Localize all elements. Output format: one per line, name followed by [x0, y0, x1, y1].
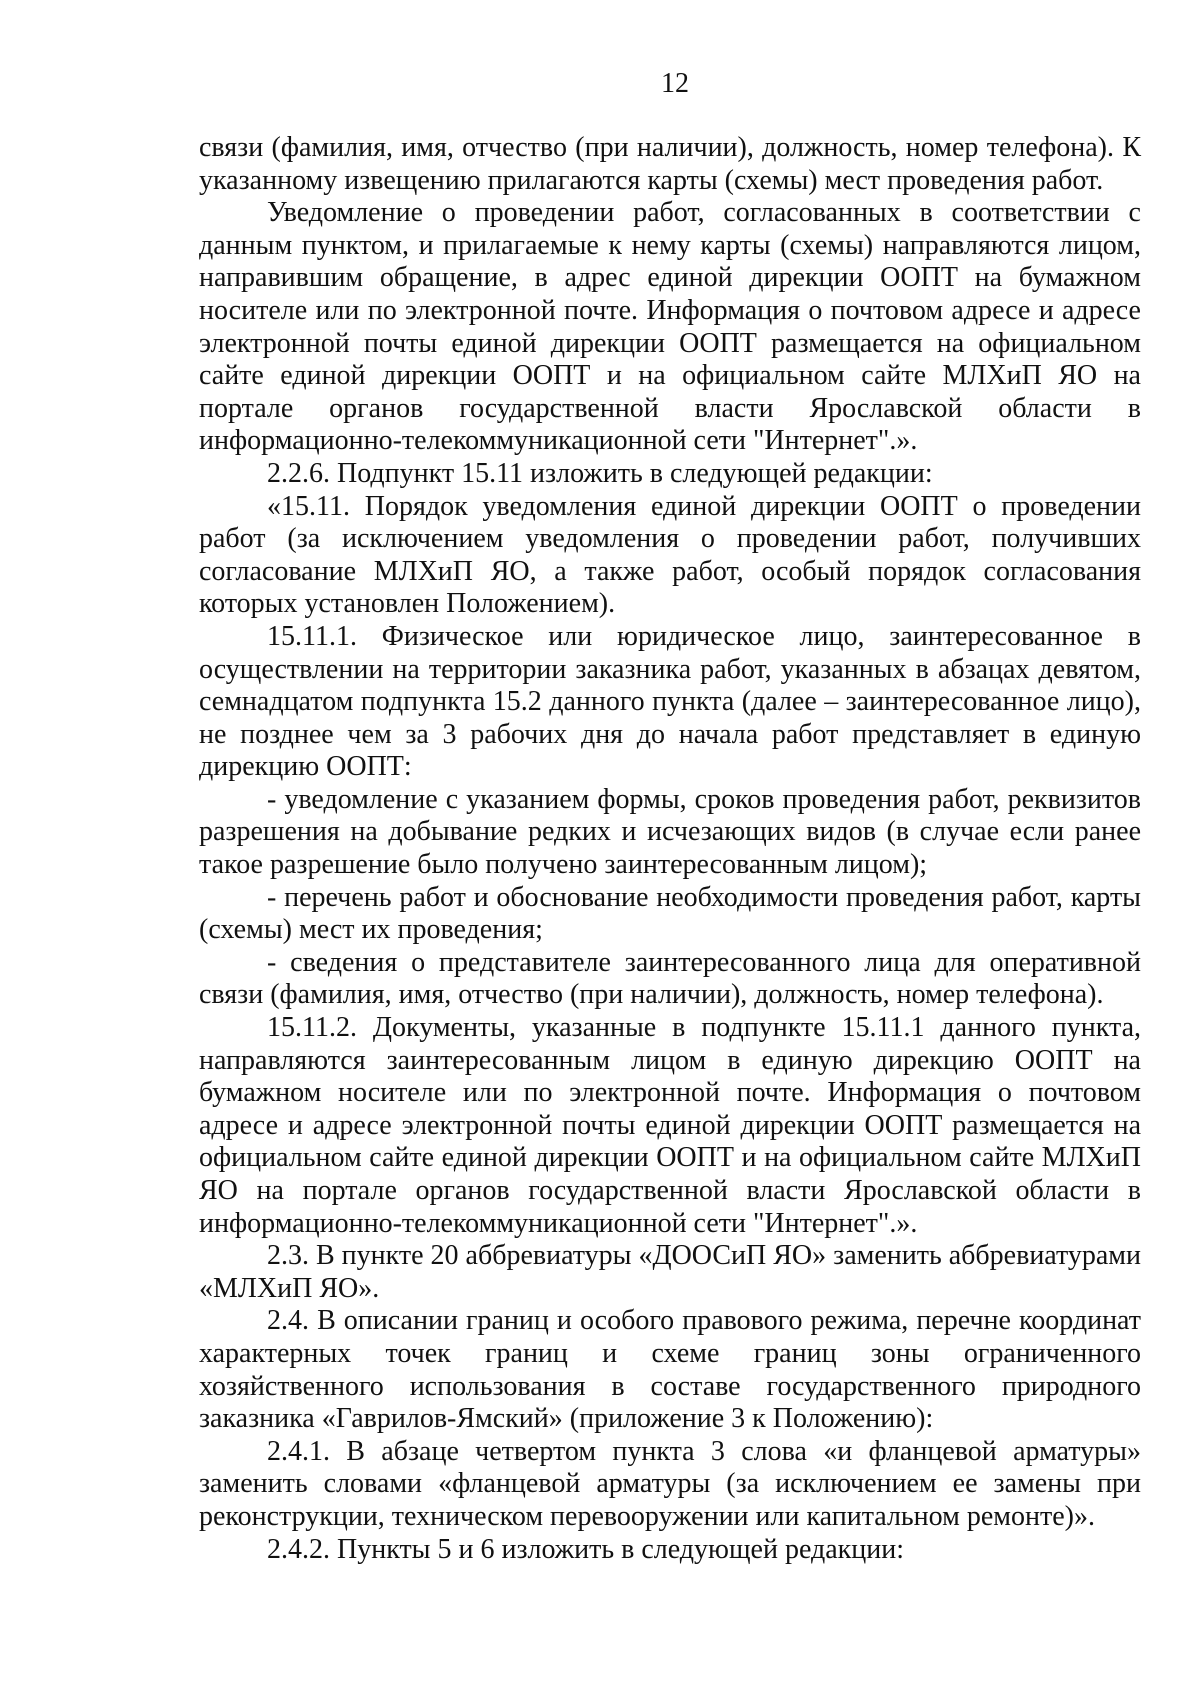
- paragraph-1: связи (фамилия, имя, отчество (при наличии), должность, номер телефона). К указанному извещению прилагаются карты (схемы) мест проведения работ.: [199, 132, 1141, 196]
- paragraph-9: 15.11.2. Документы, указанные в подпункте 15.11.1 данного пункта, направляются заинтересованным лицом в единую дирекцию ООПТ на бумажном носителе или по электронной почте. Информация о почтовом адресе и адресе электронной почты единой дирекции ООПТ размещается на официальном сайте единой дирекции ООПТ и на официальном сайте МЛХиП ЯО на портале органов государственной власти Ярославской области в информационно-телекоммуникационной сети "Интернет".».: [199, 1012, 1141, 1239]
- paragraph-6: - уведомление с указанием формы, сроков проведения работ, реквизитов разрешения на добывание редких и исчезающих видов (в случае если ранее такое разрешение было получено заинтересованным лицом);: [199, 783, 1141, 881]
- paragraph-3: 2.2.6. Подпункт 15.11 изложить в следующей редакции:: [267, 457, 933, 489]
- page-number: 12: [661, 68, 689, 99]
- paragraph-12: 2.4.1. В абзаце четвертом пункта 3 слова «и фланцевой арматуры» заменить словами «фланцевой арматуры (за исключением ее замены при реконструкции, техническом перевооружении или капитальном ремонте)».: [199, 1435, 1141, 1532]
- paragraph-2: Уведомление о проведении работ, согласованных в соответствии с данным пунктом, и прилагаемые к нему карты (схемы) направляются лицом, направившим обращение, в адрес единой дирекции ООПТ на бумажном носителе или по электронной почте. Информация о почтовом адресе и адресе электронной почты единой дирекции ООПТ размещается на официальном сайте единой дирекции ООПТ и на официальном сайте МЛХиП ЯО на портале органов государственной власти Ярославской области в информационно-телекоммуникационной сети "Интернет".».: [199, 197, 1141, 457]
- paragraph-7: - перечень работ и обоснование необходимости проведения работ, карты (схемы) мест их проведения;: [199, 881, 1141, 946]
- paragraph-11: 2.4. В описании границ и особого правового режима, перечне координат характерных точек границ и схеме границ зоны ограниченного хозяйственного использования в составе государственного природного заказника «Гаврилов-Ямский» (приложение 3 к Положению):: [199, 1305, 1141, 1435]
- paragraph-10: 2.3. В пункте 20 аббревиатуры «ДООСиП ЯО» заменить аббревиатурами «МЛХиП ЯО».: [199, 1240, 1142, 1304]
- document-body: [199, 132, 1141, 1566]
- paragraph-13: 2.4.2. Пункты 5 и 6 изложить в следующей редакции:: [267, 1533, 905, 1565]
- paragraph-8: - сведения о представителе заинтересованного лица для оперативной связи (фамилия, имя, отчество (при наличии), должность, номер телефона).: [199, 946, 1141, 1011]
- paragraph-5: 15.11.1. Физическое или юридическое лицо, заинтересованное в осуществлении на территории заказника работ, указанных в абзацах девятом, семнадцатом подпункта 15.2 данного пункта (далее – заинтересованное лицо), не позднее чем за 3 рабочих дня до начала работ представляет в единую дирекцию ООПТ:: [199, 620, 1141, 783]
- paragraph-4: «15.11. Порядок уведомления единой дирекции ООПТ о проведении работ (за исключением уведомления о проведении работ, получивших согласование МЛХиП ЯО, а также работ, особый порядок согласования которых установлен Положением).: [199, 490, 1141, 620]
